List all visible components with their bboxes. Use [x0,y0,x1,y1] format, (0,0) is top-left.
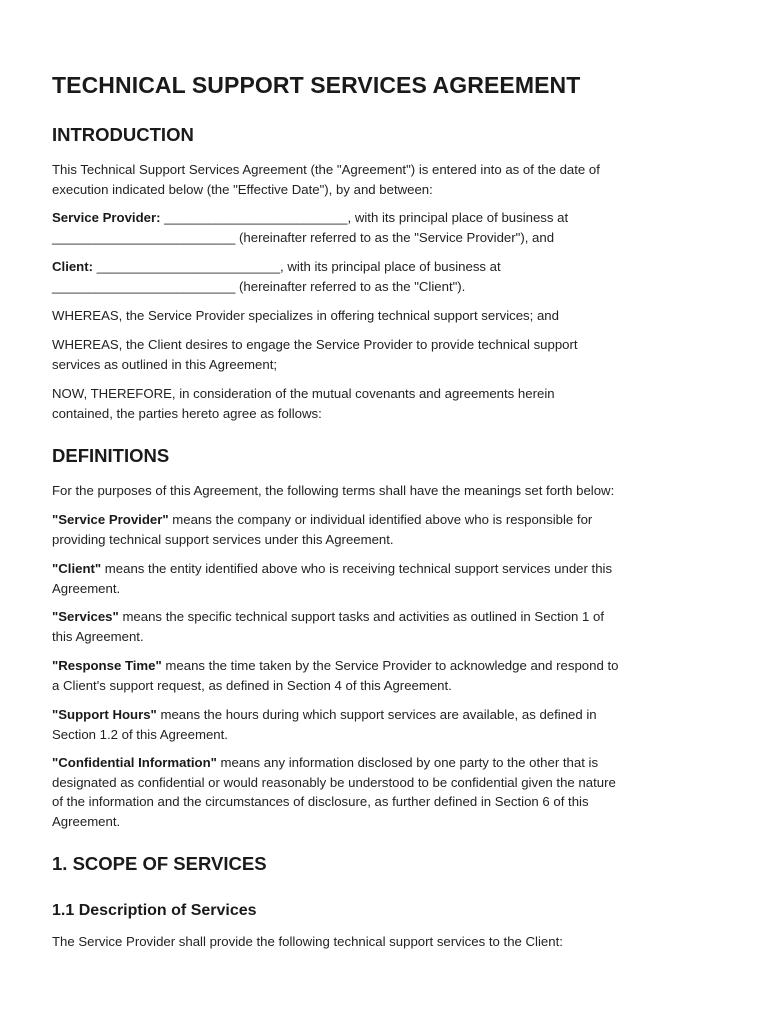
paragraph-line [52,559,612,579]
whereas-paragraph-2 [52,335,578,374]
definition-text: means the entity identified above who is receiving technical support services under this [101,561,613,576]
paragraph-line: NOW, THEREFORE, in consideration of the mutual covenants and agreements herein [52,386,555,401]
definition-term: "Confidential Information" [52,755,217,770]
client-address-line: _________________________ (hereinafter referred to as the "Client"). [52,278,466,294]
whereas-paragraph-1 [52,306,559,326]
definition-text: means any information disclosed by one party to the other that is [216,755,599,770]
paragraph-line: this Agreement. [52,628,144,644]
definition-term: "Service Provider" [52,512,169,527]
paragraph-line: of the information and the circumstances of disclosure, as further defined in Section 6 of this [52,794,589,809]
definitions-intro [52,481,614,501]
paragraph-line: providing technical support services under this Agreement. [52,531,394,547]
scope-of-services-heading: 1. SCOPE OF SERVICES [52,853,267,874]
definition-services [52,607,604,646]
paragraph-line: The Service Provider shall provide the following technical support services to the Client: [52,934,563,949]
now-therefore-paragraph [52,384,555,423]
paragraph-line [52,753,616,773]
definition-text: means the specific technical support tasks and activities as outlined in Section 1 of [118,609,605,624]
client-name-blank: _________________________, with its principal place of business at [93,259,501,274]
paragraph-line: WHEREAS, the Client desires to engage the Service Provider to provide technical support [52,337,578,352]
document-title: TECHNICAL SUPPORT SERVICES AGREEMENT [52,72,581,98]
definitions-heading: DEFINITIONS [52,445,170,466]
paragraph-line: services as outlined in this Agreement; [52,356,278,372]
client-paragraph [52,257,501,296]
paragraph-line: Agreement. [52,580,121,596]
definition-text: means the company or individual identified above who is responsible for [168,512,593,527]
paragraph-line: Agreement. [52,813,121,829]
introduction-heading: INTRODUCTION [52,124,194,145]
paragraph-line [52,257,501,277]
service-provider-paragraph [52,208,568,247]
definition-term: "Response Time" [52,658,162,673]
service-provider-address-line: _________________________ (hereinafter referred to as the "Service Provider"), and [52,229,555,245]
client-label: Client: [52,259,94,274]
definition-text: means the time taken by the Service Provider to acknowledge and respond to [161,658,619,673]
paragraph-line: contained, the parties hereto agree as follows: [52,405,322,421]
introduction-opening-paragraph [52,160,600,199]
definition-term: "Support Hours" [52,707,157,722]
paragraph-line: For the purposes of this Agreement, the following terms shall have the meanings set forth below: [52,483,615,498]
definition-support-hours [52,705,597,744]
paragraph-line [52,607,604,627]
definition-confidential-information [52,753,616,831]
service-provider-label: Service Provider: [52,210,161,225]
scope-intro [52,932,563,952]
paragraph-line: Section 1.2 of this Agreement. [52,726,228,742]
definition-response-time [52,656,618,695]
service-provider-name-blank: _________________________, with its principal place of business at [160,210,569,225]
definition-term: "Services" [52,609,119,624]
paragraph-line: This Technical Support Services Agreement (the "Agreement") is entered into as of the date of [52,162,600,177]
paragraph-line [52,208,568,228]
paragraph-line [52,656,618,676]
paragraph-line [52,510,592,530]
paragraph-line: a Client's support request, as defined in Section 4 of this Agreement. [52,677,452,693]
definition-service-provider [52,510,592,549]
definition-client [52,559,612,598]
paragraph-line: designated as confidential or would reasonably be understood to be confidential given the nature [52,774,616,790]
definition-text: means the hours during which support services are available, as defined in [156,707,597,722]
definition-term: "Client" [52,561,102,576]
paragraph-line: WHEREAS, the Service Provider specializes in offering technical support services; and [52,308,559,323]
paragraph-line: execution indicated below (the "Effective Date"), by and between: [52,181,433,197]
description-of-services-heading: 1.1 Description of Services [52,902,257,919]
paragraph-line [52,705,597,725]
